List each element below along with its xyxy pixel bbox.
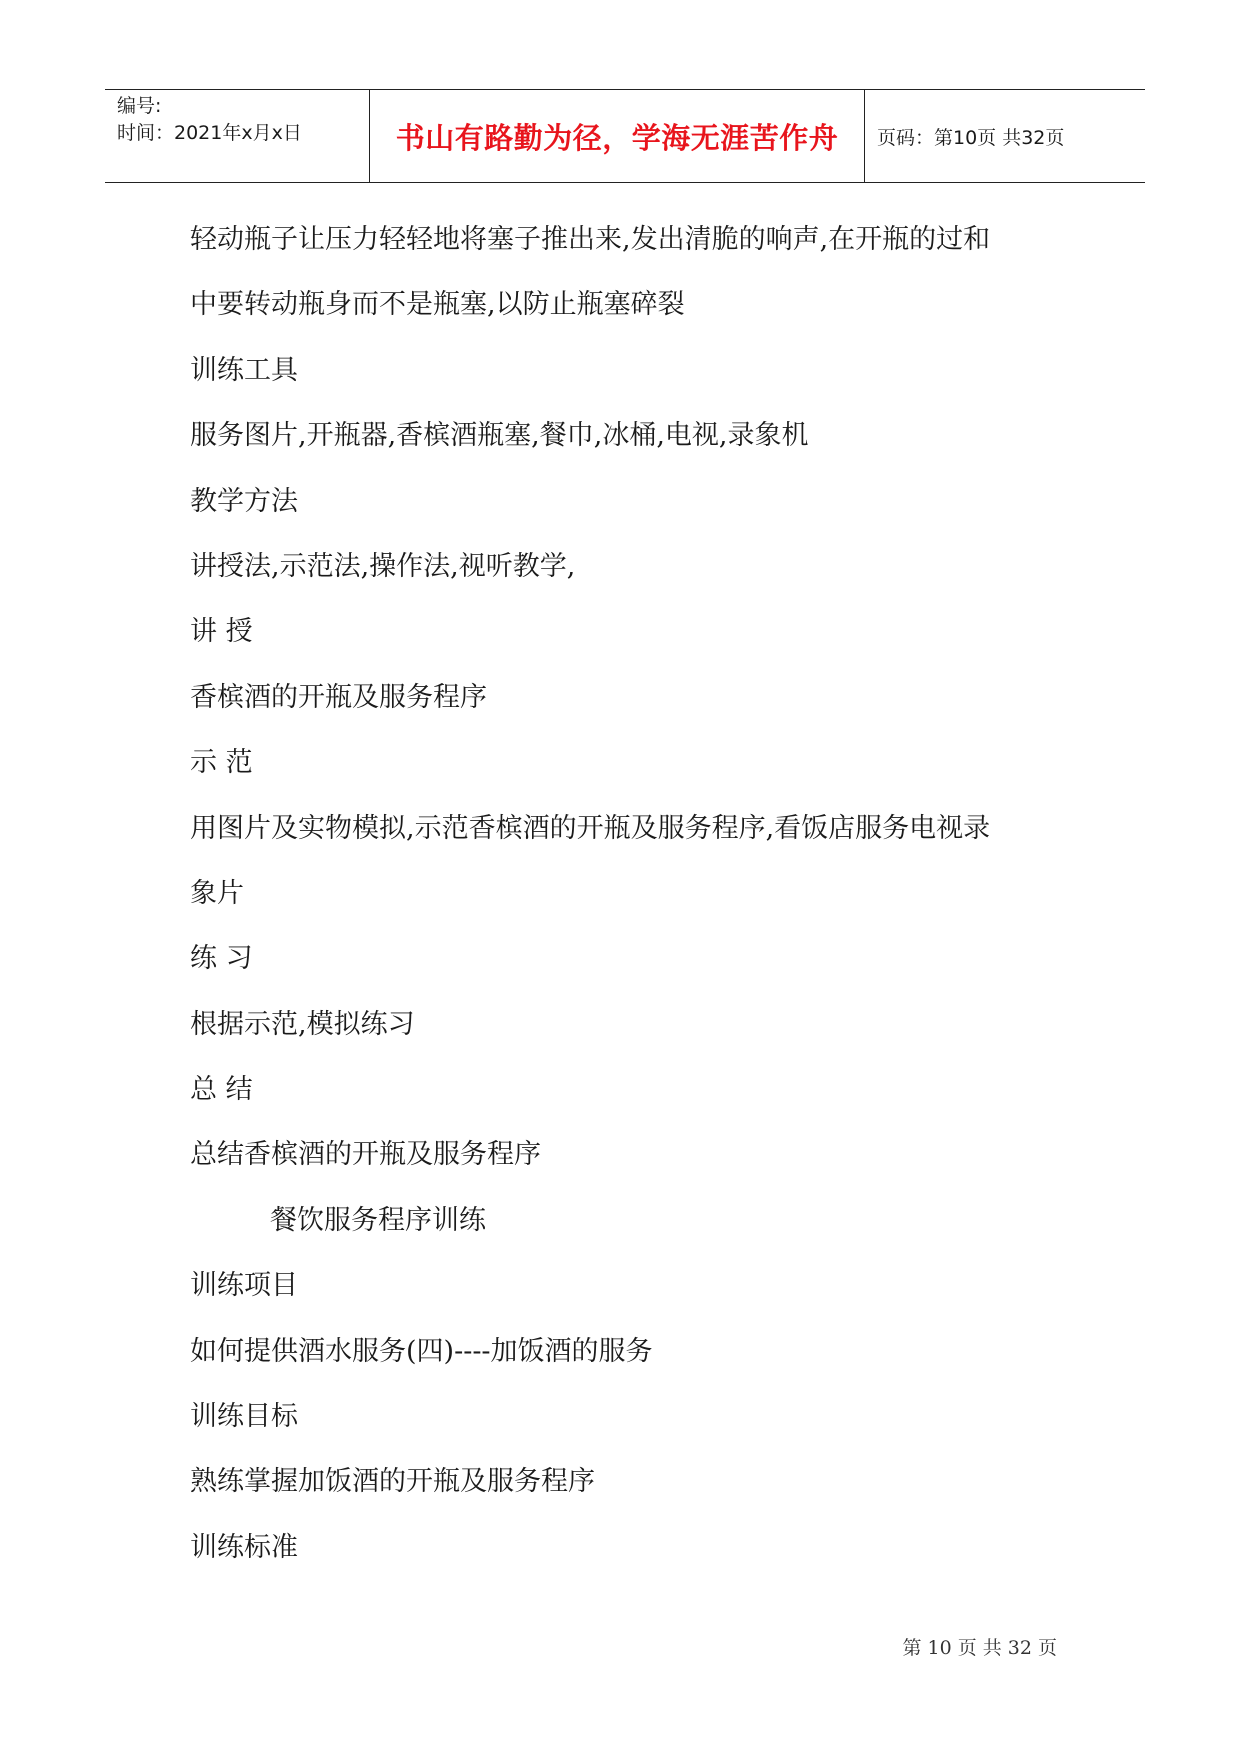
section-heading: 训练项目 <box>190 1270 298 1302</box>
document-header <box>105 89 1145 183</box>
header-motto-cell <box>370 90 865 182</box>
section-heading: 训练工具 <box>190 354 298 386</box>
header-motto: 书山有路勤为径，学海无涯苦作舟 <box>395 120 839 155</box>
body-line: 熟练掌握加饭酒的开瓶及服务程序 <box>190 1466 595 1498</box>
section-heading: 教学方法 <box>190 485 298 517</box>
section-heading: 总 结 <box>190 1074 253 1106</box>
body-line: 中要转动瓶身而不是瓶塞,以防止瓶塞碎裂 <box>190 289 685 321</box>
document-number-label: 编号: <box>117 95 162 117</box>
body-line: 根据示范,模拟练习 <box>190 1008 415 1040</box>
body-line: 服务图片,开瓶器,香槟酒瓶塞,餐巾,冰桶,电视,录象机 <box>190 420 809 452</box>
body-line: 总结香槟酒的开瓶及服务程序 <box>190 1139 541 1171</box>
body-line: 如何提供酒水服务(四)----加饭酒的服务 <box>190 1335 653 1367</box>
header-page-code: 页码：第10页 共32页 <box>877 126 1065 149</box>
body-line: 象片 <box>190 877 244 909</box>
section-heading: 练 习 <box>190 943 253 975</box>
body-line: 用图片及实物模拟,示范香槟酒的开瓶及服务程序,看饭店服务电视录 <box>190 812 991 844</box>
header-meta-cell <box>105 90 370 182</box>
document-time-label: 时间：2021年x月x日 <box>117 122 302 144</box>
section-heading: 讲 授 <box>190 616 253 648</box>
section-heading: 示 范 <box>190 747 253 779</box>
body-line: 轻动瓶子让压力轻轻地将塞子推出来,发出清脆的响声,在开瓶的过和 <box>190 224 991 255</box>
body-line: 香槟酒的开瓶及服务程序 <box>190 681 487 713</box>
header-page-cell <box>865 90 1145 182</box>
body-line: 讲授法,示范法,操作法,视听教学, <box>190 550 576 582</box>
document-body <box>190 220 1090 1593</box>
section-heading: 训练目标 <box>190 1401 298 1433</box>
footer-page-number: 第 10 页 共 32 页 <box>902 1637 1057 1659</box>
chapter-title: 餐饮服务程序训练 <box>270 1204 486 1236</box>
page-footer <box>0 1633 1241 1660</box>
section-heading: 训练标准 <box>190 1531 298 1563</box>
